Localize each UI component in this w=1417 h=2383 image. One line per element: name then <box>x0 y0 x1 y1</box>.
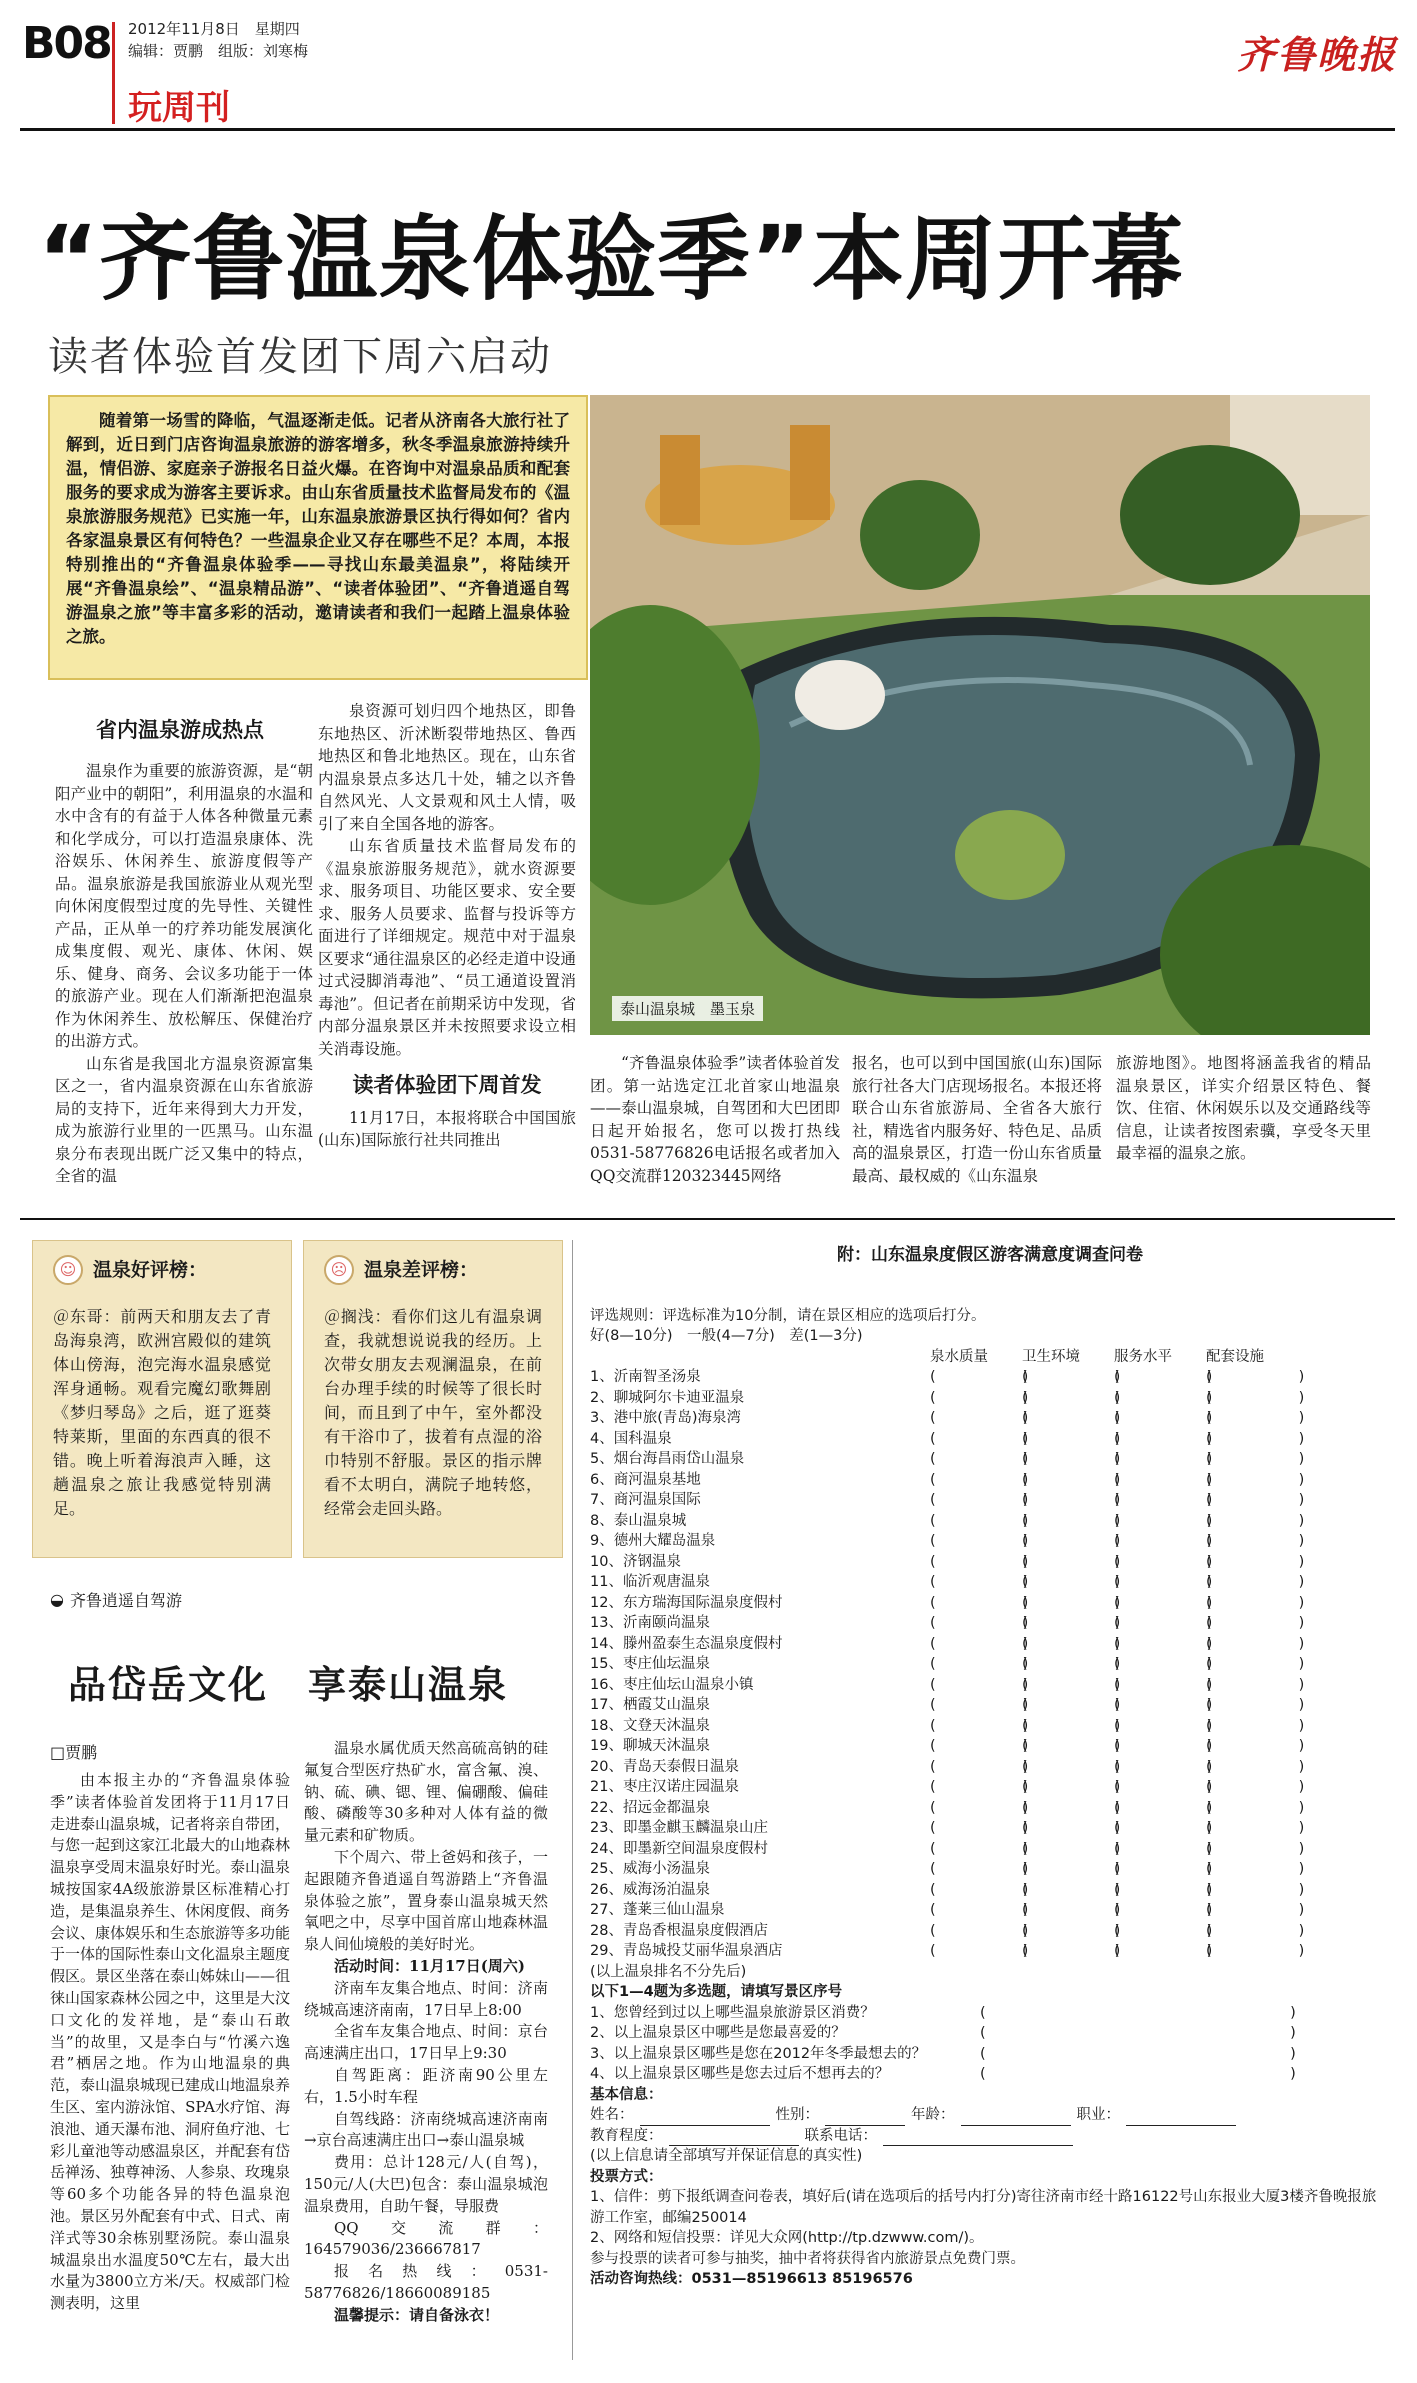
score-input[interactable]: ( ) <box>1114 1820 1213 1836</box>
survey-questions <box>590 2003 1390 2085</box>
survey-item-row <box>590 1716 1390 1737</box>
answer-input[interactable]: ( ) <box>980 2045 1296 2062</box>
survey-item-name: 12、东方瑞海国际温泉度假村 <box>590 1594 783 1611</box>
survey-question: 3、以上温泉景区哪些是您在2012年冬季最想去的？ <box>590 2045 927 2062</box>
survey-item-name: 10、济钢温泉 <box>590 1553 681 1570</box>
job-label: 职业： <box>1076 2107 1120 2123</box>
score-input[interactable]: ( ) <box>930 1738 1029 1754</box>
survey-item-row <box>590 1470 1390 1491</box>
survey-item-name: 25、威海小汤温泉 <box>590 1861 710 1877</box>
score-input[interactable]: ( ) <box>1206 1369 1305 1385</box>
survey-item-row <box>590 1777 1390 1798</box>
score-input[interactable]: ( ) <box>930 1553 1029 1570</box>
good-review-title: 温泉好评榜： <box>93 1259 208 1281</box>
survey-question-row <box>590 2023 1390 2044</box>
score-input[interactable]: ( ) <box>1206 1697 1305 1713</box>
score-input[interactable]: ( ) <box>1206 1471 1305 1488</box>
score-input[interactable]: ( ) <box>1022 1738 1121 1754</box>
survey-note: (以上温泉排名不分先后) <box>590 1963 747 1980</box>
score-input[interactable]: ( ) <box>1114 1881 1213 1898</box>
survey-item-row <box>590 1490 1390 1511</box>
survey-item-name: 11、临沂观唐温泉 <box>590 1574 710 1590</box>
score-input[interactable]: ( ) <box>1022 1861 1121 1877</box>
score-input[interactable]: ( ) <box>1206 1553 1305 1570</box>
score-input[interactable]: ( ) <box>1206 1615 1305 1631</box>
answer-input[interactable]: ( ) <box>980 2004 1296 2021</box>
drive-tip: 温馨提示：请自备泳衣！ <box>334 2305 500 2324</box>
survey-item-row <box>590 1429 1390 1450</box>
name-label: 姓名： <box>590 2107 634 2123</box>
survey-item-name: 26、威海汤泊温泉 <box>590 1881 710 1898</box>
tel-field[interactable] <box>883 2126 1073 2147</box>
survey-item-row <box>590 1634 1390 1655</box>
drive-fee: 费用：总计128元/人(自驾)，150元/人(大巴)包含：泰山温泉城泡温泉费用，自助午餐，导服费 <box>304 2153 548 2215</box>
score-input[interactable]: ( ) <box>1206 1512 1305 1529</box>
drive-route: 自驾线路：济南绕城高速济南南→京台高速满庄出口→泰山温泉城 <box>304 2109 548 2150</box>
score-input[interactable]: ( ) <box>930 1594 1029 1611</box>
survey-question-row <box>590 2044 1390 2065</box>
good-review-box <box>32 1240 292 1558</box>
survey-item-row <box>590 1449 1390 1470</box>
score-input[interactable]: ( ) <box>1206 1902 1305 1918</box>
score-input[interactable]: ( ) <box>1206 1451 1305 1467</box>
score-input[interactable]: ( ) <box>1022 1779 1121 1795</box>
gender-field[interactable] <box>825 2105 905 2126</box>
multi-title: 以下1—4题为多选题，请填写景区序号 <box>590 1984 843 2000</box>
score-input[interactable]: ( ) <box>1022 1799 1121 1816</box>
score-input[interactable]: ( ) <box>1114 1861 1213 1877</box>
score-input[interactable]: ( ) <box>1206 1656 1305 1672</box>
page-number: B08 <box>22 18 111 69</box>
photo-caption: 泰山温泉城 墨玉泉 <box>612 996 763 1021</box>
drive-headline: 品岱岳文化 享泰山温泉 <box>68 1663 509 1707</box>
score-input[interactable]: ( ) <box>1206 1943 1305 1959</box>
score-input[interactable]: ( ) <box>1206 1430 1305 1447</box>
score-input[interactable]: ( ) <box>1022 1492 1121 1508</box>
survey-grades: 好(8—10分) 一般(4—7分) 差(1—3分) <box>590 1328 863 1344</box>
article-paragraph: 山东省是我国北方温泉资源富集区之一，省内温泉资源在山东省旅游局的支持下，近年来得到大力开发，成为旅游行业里的一匹黑马。山东温泉分布表现出既广泛又集中的特点，全省的温 <box>55 1054 313 1185</box>
score-input[interactable]: ( ) <box>1022 1410 1121 1426</box>
survey-item-row <box>590 1613 1390 1634</box>
drive-paragraph: 下个周六、带上爸妈和孩子，一起跟随齐鲁逍遥自驾游踏上“齐鲁温泉体验之旅”，置身泰山温泉城天然氧吧之中，尽享中国首席山地森林温泉人间仙境般的美好时光。 <box>304 1847 548 1954</box>
survey-rule: 评选规则：评选标准为10分制，请在景区相应的选项后打分。 <box>590 1307 986 1324</box>
survey-question-row <box>590 2003 1390 2024</box>
vote-online: 2、网络和短信投票：详见大众网(http://tp.dzwww.com/)。 <box>590 2230 984 2246</box>
hot-spring-photo <box>590 395 1370 1035</box>
gender-label: 性别： <box>775 2107 819 2123</box>
score-input[interactable]: ( ) <box>1206 1389 1305 1406</box>
survey-item-name: 2、聊城阿尔卡迪亚温泉 <box>590 1389 745 1406</box>
score-input[interactable]: ( ) <box>1114 1553 1213 1570</box>
age-field[interactable] <box>961 2105 1071 2126</box>
survey-item-name: 24、即墨新空间温泉度假村 <box>590 1840 768 1857</box>
article-paragraph: 11月17日，本报将联合中国国旅(山东)国际旅行社共同推出 <box>318 1108 576 1149</box>
survey-item-name: 8、泰山温泉城 <box>590 1512 687 1529</box>
article-col-1 <box>55 760 313 1188</box>
score-input[interactable]: ( ) <box>1206 1574 1305 1590</box>
survey-item-row <box>590 1511 1390 1532</box>
survey-item-row <box>590 1736 1390 1757</box>
score-input[interactable]: ( ) <box>1022 1451 1121 1467</box>
edu-label: 教育程度： <box>590 2127 663 2144</box>
vote-title: 投票方式： <box>590 2168 663 2185</box>
good-review-text: ＠东哥：前两天和朋友去了青岛海泉湾，欧洲宫殿似的建筑体山傍海，泡完海水温泉感觉浑身通畅。观看完魔幻歌舞剧《梦归琴岛》之后，逛了逛葵特莱斯，里面的东西真的很不错。晚上听着海浪声入睡，这趟温泉之旅让我感觉特别满足。 <box>53 1307 271 1518</box>
hotline: 活动咨询热线：0531—85196613 85196576 <box>590 2271 913 2287</box>
article-paragraph: 温泉作为重要的旅游资源，是“朝阳产业中的朝阳”，利用温泉的水温和水中含有的有益于人体各种微量元素和化学成分，可以打造温泉康体、洗浴娱乐、休闲养生、旅游度假等产品。温泉旅游是我国旅游业从观光型向休闲度假型过度的先导性、关键性产品，正从单一的疗养功能发展演化成集度假、观光、康体、休闲、娱乐、健身、商务、会议多功能于一体的旅游产业。现在人们渐渐把泡温泉作为休闲养生、放松解压、保健治疗的出游方式。 <box>55 762 313 1050</box>
survey-item-row <box>590 1593 1390 1614</box>
survey-question-row <box>590 2064 1390 2085</box>
score-input[interactable]: ( ) <box>930 1861 1029 1877</box>
survey-item-name: 19、聊城天沐温泉 <box>590 1738 710 1754</box>
drive-qq: QQ交流群：164579036/236667817 <box>304 2218 548 2259</box>
score-input[interactable]: ( ) <box>930 1758 1029 1775</box>
name-field[interactable] <box>640 2105 770 2126</box>
basic-info-row-2 <box>590 2126 1390 2147</box>
vote-letter: 1、信件：剪下报纸调查问卷表，填好后(请在选项后的括号内打分)寄往济南市经十路16122号山东报业大厦3楼齐鲁晚报旅游工作室，邮编250014 <box>590 2189 1377 2226</box>
header-meta <box>128 18 308 62</box>
smile-icon: ☺ <box>53 1255 83 1285</box>
score-input[interactable]: ( ) <box>1114 1492 1213 1508</box>
score-input[interactable]: ( ) <box>1114 1430 1213 1447</box>
score-input[interactable]: ( ) <box>1114 1779 1213 1795</box>
score-input[interactable]: ( ) <box>1022 1697 1121 1713</box>
survey-item-name: 16、枣庄仙坛山温泉小镇 <box>590 1676 754 1693</box>
score-input[interactable]: ( ) <box>1022 1943 1121 1959</box>
col-facility: 配套设施 <box>1206 1348 1264 1365</box>
hot-spring-illustration <box>590 395 1370 1035</box>
tel-label: 联系电话： <box>804 2127 877 2144</box>
score-input[interactable]: ( ) <box>1022 1820 1121 1836</box>
drive-paragraph: 由本报主办的“齐鲁温泉体验季”读者体验首发团将于11月17日走进泰山温泉城，记者将亲自带团，与您一起到这家江北最大的山地森林温泉享受周末温泉好时光。泰山温泉城按国家4A级旅游景区标准精心打造，是集温泉养生、休闲度假、商务会议、康体娱乐和生态旅游等多功能于一体的国际性泰山文化温泉主题度假区。景区坐落在泰山姊妹山——徂徕山国家森林公园之中，这里是大汶口文化的发祥地，是“泰山石敢当”的故里，又是李白与“竹溪六逸君”栖居之地。作为山地温泉的典范，泰山温泉城现已建成山地温泉养生区、室内游泳馆、SPA水疗馆、海浪池、通天瀑布池、洞府鱼疗池、七彩儿童池等动感温泉区，并配套有岱岳禅汤、独尊神汤、人参泉、玫瑰泉等60多个功能各异的特色温泉泡池。景区另外配套有中式、日式、南洋式等30余栋别墅汤院。泰山温泉城温泉出水温度50℃左右，最大出水量为3800立方米/天。权威部门检测表明，这里 <box>50 1771 291 2313</box>
score-input[interactable]: ( ) <box>1206 1840 1305 1857</box>
score-input[interactable]: ( ) <box>1022 1553 1121 1570</box>
score-input[interactable]: ( ) <box>1114 1943 1213 1959</box>
survey-item-name: 20、青岛天泰假日温泉 <box>590 1758 739 1775</box>
score-input[interactable]: ( ) <box>1206 1779 1305 1795</box>
survey-item-row <box>590 1388 1390 1409</box>
survey-item-name: 6、商河温泉基地 <box>590 1471 701 1488</box>
survey-item-row <box>590 1757 1390 1778</box>
article-paragraph: 山东省质量技术监督局发布的《温泉旅游服务规范》，就水资源要求、服务项目、功能区要求、安全要求、服务人员要求、监督与投诉等方面进行了详细规定。规范中对于温泉区要求“通往温泉区的必经走道中设通过式浸脚消毒池”、“员工通道设置消毒池”。但记者在前期采访中发现，省内部分温泉景区并未按照要求设立相关消毒设施。 <box>318 837 576 1058</box>
score-input[interactable]: ( ) <box>1022 1758 1121 1775</box>
vote-prize: 参与投票的读者可参与抽奖，抽中者将获得省内旅游景点免费门票。 <box>590 2250 1025 2267</box>
score-input[interactable]: ( ) <box>930 1779 1029 1795</box>
score-input[interactable]: ( ) <box>1022 1840 1121 1857</box>
survey-question: 4、以上温泉景区哪些是您去过后不想再去的？ <box>590 2066 890 2082</box>
survey-item-name: 1、沂南智圣汤泉 <box>590 1369 701 1385</box>
survey-item-name: 14、滕州盈泰生态温泉度假村 <box>590 1635 783 1652</box>
answer-input[interactable]: ( ) <box>980 2066 1296 2082</box>
drive-tag-text: 齐鲁逍遥自驾游 <box>69 1591 182 1610</box>
survey-question: 2、以上温泉景区中哪些是您最喜爱的？ <box>590 2025 846 2041</box>
score-input[interactable]: ( ) <box>930 1615 1029 1631</box>
score-input[interactable]: ( ) <box>1206 1635 1305 1652</box>
survey-item-row <box>590 1695 1390 1716</box>
score-input[interactable]: ( ) <box>930 1512 1029 1529</box>
score-input[interactable]: ( ) <box>930 1410 1029 1426</box>
score-input[interactable]: ( ) <box>930 1820 1029 1836</box>
headline: “齐鲁温泉体验季”本周开幕 <box>38 206 1184 313</box>
header-editors: 编辑：贾鹏 组版：刘寒梅 <box>128 42 309 60</box>
score-input[interactable]: ( ) <box>930 1369 1029 1385</box>
score-input[interactable]: ( ) <box>1206 1881 1305 1898</box>
score-input[interactable]: ( ) <box>1114 1697 1213 1713</box>
score-input[interactable]: ( ) <box>1206 1410 1305 1426</box>
survey-item-name: 17、栖霞艾山温泉 <box>590 1697 710 1713</box>
score-input[interactable]: ( ) <box>930 1922 1029 1939</box>
score-input[interactable]: ( ) <box>1206 1492 1305 1508</box>
score-input[interactable]: ( ) <box>1022 1717 1121 1734</box>
score-input[interactable]: ( ) <box>930 1902 1029 1918</box>
score-input[interactable]: ( ) <box>1206 1861 1305 1877</box>
basic-info-title: 基本信息： <box>590 2086 663 2103</box>
drive-paragraph: 温泉水属优质天然高硫高钠的硅氟复合型医疗热矿水，富含氟、溴、钠、硫、碘、锶、锂、偏硼酸、偏硅酸、磷酸等30多种对人体有益的微量元素和矿物质。 <box>304 1739 548 1845</box>
survey-item-row <box>590 1921 1390 1942</box>
survey-title: 附：山东温泉度假区游客满意度调查问卷 <box>837 1245 1143 1265</box>
survey-item-row <box>590 1531 1390 1552</box>
bad-review-text: ＠搁浅：看你们这儿有温泉调查，我就想说说我的经历。上次带女朋友去观澜温泉，在前台办理手续的时候等了很长时间，而且到了中午，室外都没有干浴巾了，拔着有点湿的浴巾特别不舒服。景区的指示牌看不太明白，满院子地转悠，经常会走回头路。 <box>324 1307 542 1518</box>
score-input[interactable]: ( ) <box>1114 1922 1213 1939</box>
score-input[interactable]: ( ) <box>930 1451 1029 1467</box>
drive-tag <box>50 1588 182 1611</box>
score-input[interactable]: ( ) <box>930 1533 1029 1549</box>
drive-meet-province: 全省车友集合地点、时间：京台高速满庄出口，17日早上9:30 <box>304 2022 548 2063</box>
score-input[interactable]: ( ) <box>1114 1574 1213 1590</box>
col-hygiene: 卫生环境 <box>1022 1348 1080 1365</box>
score-input[interactable]: ( ) <box>930 1717 1029 1734</box>
article-col-5 <box>1116 1052 1371 1165</box>
score-input[interactable]: ( ) <box>930 1840 1029 1857</box>
drive-meet-jinan: 济南车友集合地点、时间：济南绕城高速济南南，17日早上8:00 <box>304 1978 548 2019</box>
score-input[interactable]: ( ) <box>1022 1656 1121 1672</box>
survey-item-name: 28、青岛香根温泉度假酒店 <box>590 1922 768 1939</box>
survey-item-name: 29、青岛城投艾丽华温泉酒店 <box>590 1943 783 1959</box>
score-input[interactable]: ( ) <box>930 1943 1029 1959</box>
survey-item-name: 9、德州大耀岛温泉 <box>590 1533 716 1549</box>
survey-item-row <box>590 1818 1390 1839</box>
answer-input[interactable]: ( ) <box>980 2025 1296 2041</box>
score-input[interactable]: ( ) <box>1206 1717 1305 1734</box>
score-input[interactable]: ( ) <box>1114 1410 1213 1426</box>
frown-icon: ☹ <box>324 1255 354 1285</box>
subhead-hot-topic: 省内温泉游成热点 <box>96 718 264 742</box>
drive-time: 活动时间：11月17日(周六) <box>334 1956 525 1975</box>
survey-item-name: 5、烟台海昌雨岱山温泉 <box>590 1451 745 1467</box>
article-col-4 <box>852 1052 1102 1187</box>
article-paragraph: 旅游地图》。地图将涵盖我省的精品温泉景区，详实介绍景区特色、餐饮、住宿、休闲娱乐以及交通路线等信息，让读者按图索骥，享受冬天里最幸福的温泉之旅。 <box>1116 1054 1371 1162</box>
score-input[interactable]: ( ) <box>1022 1430 1121 1447</box>
score-input[interactable]: ( ) <box>1114 1635 1213 1652</box>
score-input[interactable]: ( ) <box>1022 1471 1121 1488</box>
score-input[interactable]: ( ) <box>1114 1717 1213 1734</box>
survey-item-row <box>590 1859 1390 1880</box>
survey-item-name: 22、招远金都温泉 <box>590 1799 710 1816</box>
survey-item-name: 18、文登天沐温泉 <box>590 1717 710 1734</box>
survey-item-name: 7、商河温泉国际 <box>590 1492 701 1508</box>
car-icon: ◒ <box>50 1590 64 1609</box>
article-paragraph: 泉资源可划归四个地热区，即鲁东地热区、沂沭断裂带地热区、鲁西地热区和鲁北地热区。现在，山东省内温泉景点多达几十处，辅之以齐鲁自然风光、人文景观和风土人情，吸引了来自全国各地的游客。 <box>318 702 576 833</box>
edu-field[interactable] <box>669 2126 799 2147</box>
section-rule <box>20 1218 1395 1220</box>
drive-distance: 自驾距离：距济南90公里左右，1.5小时车程 <box>304 2065 548 2106</box>
survey-item-name: 21、枣庄汉诺庄园温泉 <box>590 1779 739 1795</box>
drive-author: □贾鹏 <box>50 1743 98 1762</box>
article-col-2 <box>318 700 576 1152</box>
survey-rows <box>590 1367 1390 1962</box>
score-input[interactable]: ( ) <box>1206 1758 1305 1775</box>
score-input[interactable]: ( ) <box>1114 1902 1213 1918</box>
score-input[interactable]: ( ) <box>1022 1574 1121 1590</box>
survey-item-row <box>590 1675 1390 1696</box>
survey-item-row <box>590 1880 1390 1901</box>
score-input[interactable]: ( ) <box>1206 1533 1305 1549</box>
score-input[interactable]: ( ) <box>1114 1676 1213 1693</box>
drive-col-1 <box>50 1770 290 2315</box>
drive-phone: 报名热线：0531-58776826/18660089185 <box>304 2262 548 2302</box>
col-water: 泉水质量 <box>930 1348 988 1365</box>
subhead-reader-group: 读者体验团下周首发 <box>352 1073 542 1097</box>
score-input[interactable]: ( ) <box>1114 1758 1213 1775</box>
score-input[interactable]: ( ) <box>1114 1533 1213 1549</box>
survey-divider <box>572 1240 573 2360</box>
score-input[interactable]: ( ) <box>1022 1615 1121 1631</box>
score-input[interactable]: ( ) <box>1114 1738 1213 1754</box>
score-input[interactable]: ( ) <box>1206 1738 1305 1754</box>
survey-item-name: 3、港中旅(青岛)海泉湾 <box>590 1410 742 1426</box>
survey-col-headers <box>590 1347 1390 1368</box>
score-input[interactable]: ( ) <box>930 1676 1029 1693</box>
score-input[interactable]: ( ) <box>1022 1533 1121 1549</box>
section-title: 玩周刊 <box>128 88 230 128</box>
job-field[interactable] <box>1126 2105 1236 2126</box>
survey-item-name: 27、蓬莱三仙山温泉 <box>590 1902 725 1918</box>
score-input[interactable]: ( ) <box>1022 1594 1121 1611</box>
score-input[interactable]: ( ) <box>1022 1635 1121 1652</box>
score-input[interactable]: ( ) <box>1022 1389 1121 1406</box>
score-input[interactable]: ( ) <box>930 1430 1029 1447</box>
score-input[interactable]: ( ) <box>930 1799 1029 1816</box>
score-input[interactable]: ( ) <box>1022 1512 1121 1529</box>
header-rule <box>20 128 1395 131</box>
score-input[interactable]: ( ) <box>1206 1676 1305 1693</box>
survey-question: 1、您曾经到过以上哪些温泉旅游景区消费？ <box>590 2004 875 2021</box>
survey-item-row <box>590 1572 1390 1593</box>
survey-item-name: 13、沂南颐尚温泉 <box>590 1615 710 1631</box>
score-input[interactable]: ( ) <box>930 1697 1029 1713</box>
score-input[interactable]: ( ) <box>1114 1799 1213 1816</box>
score-input[interactable]: ( ) <box>1114 1451 1213 1467</box>
col-service: 服务水平 <box>1114 1348 1172 1365</box>
score-input[interactable]: ( ) <box>930 1492 1029 1508</box>
survey-item-row <box>590 1900 1390 1921</box>
survey-item-row <box>590 1798 1390 1819</box>
bad-review-title: 温泉差评榜： <box>364 1259 479 1281</box>
score-input[interactable]: ( ) <box>1206 1820 1305 1836</box>
score-input[interactable]: ( ) <box>1114 1389 1213 1406</box>
score-input[interactable]: ( ) <box>1114 1615 1213 1631</box>
article-paragraph: “齐鲁温泉体验季”读者体验首发团。第一站选定江北首家山地温泉——泰山温泉城，自驾团和大巴团即日起开始报名，您可以拨打热线0531-58776826电话报名或者加入QQ交流群120323445网络 <box>590 1054 840 1185</box>
survey-item-name: 4、国科温泉 <box>590 1430 672 1447</box>
subheadline: 读者体验首发团下周六启动 <box>48 334 552 380</box>
header-divider <box>112 22 115 124</box>
survey <box>590 1245 1390 2290</box>
header-date: 2012年11月8日 星期四 <box>128 20 300 38</box>
survey-item-row <box>590 1408 1390 1429</box>
score-input[interactable]: ( ) <box>1114 1594 1213 1611</box>
score-input[interactable]: ( ) <box>1114 1656 1213 1672</box>
newspaper-logo: 齐鲁晚报 <box>1236 32 1397 77</box>
drive-col-2 <box>304 1738 548 2327</box>
survey-item-row <box>590 1941 1390 1962</box>
intro-box: 随着第一场雪的降临，气温逐渐走低。记者从济南各大旅行社了解到，近日到门店咨询温泉旅游的游客增多，秋冬季温泉旅游持续升温，情侣游、家庭亲子游报名日益火爆。在咨询中对温泉品质和配套服务的要求成为游客主要诉求。由山东省质量技术监督局发布的《温泉旅游服务规范》已实施一年，山东温泉旅游景区执行得如何？省内各家温泉景区有何特色？一些温泉企业又存在哪些不足？本周，本报特别推出的“齐鲁温泉体验季——寻找山东最美温泉”，将陆续开展“齐鲁温泉绘”、“温泉精品游”、“读者体验团”、“齐鲁逍遥自驾游温泉之旅”等丰富多彩的活动，邀请读者和我们一起踏上温泉体验之旅。 <box>48 395 588 680</box>
basic-info-row-1 <box>590 2105 1390 2126</box>
score-input[interactable]: ( ) <box>930 1471 1029 1488</box>
score-input[interactable]: ( ) <box>1206 1922 1305 1939</box>
score-input[interactable]: ( ) <box>1022 1922 1121 1939</box>
score-input[interactable]: ( ) <box>1022 1676 1121 1693</box>
score-input[interactable]: ( ) <box>930 1881 1029 1898</box>
score-input[interactable]: ( ) <box>1114 1512 1213 1529</box>
survey-item-row <box>590 1839 1390 1860</box>
survey-item-row <box>590 1367 1390 1388</box>
score-input[interactable]: ( ) <box>1206 1594 1305 1611</box>
age-label: 年龄： <box>911 2107 955 2123</box>
score-input[interactable]: ( ) <box>930 1635 1029 1652</box>
article-col-3 <box>590 1052 840 1187</box>
survey-item-name: 15、枣庄仙坛温泉 <box>590 1656 710 1672</box>
survey-item-name: 23、即墨金麒玉麟温泉山庄 <box>590 1820 768 1836</box>
survey-item-row <box>590 1552 1390 1573</box>
score-input[interactable]: ( ) <box>1206 1799 1305 1816</box>
score-input[interactable]: ( ) <box>930 1656 1029 1672</box>
bad-review-box <box>303 1240 563 1558</box>
article-paragraph: 报名，也可以到中国国旅(山东)国际旅行社各大门店现场报名。本报还将联合山东省旅游局、全省各大旅行社，精选省内服务好、特色足、品质高的温泉景区，打造一份山东省质量最高、最权威的《山东温泉 <box>852 1054 1102 1185</box>
promise-note: (以上信息请全部填写并保证信息的真实性) <box>590 2148 863 2164</box>
score-input[interactable]: ( ) <box>1114 1840 1213 1857</box>
score-input[interactable]: ( ) <box>930 1574 1029 1590</box>
survey-item-row <box>590 1654 1390 1675</box>
score-input[interactable]: ( ) <box>1114 1369 1213 1385</box>
score-input[interactable]: ( ) <box>1022 1902 1121 1918</box>
score-input[interactable]: ( ) <box>1022 1369 1121 1385</box>
score-input[interactable]: ( ) <box>1022 1881 1121 1898</box>
score-input[interactable]: ( ) <box>1114 1471 1213 1488</box>
score-input[interactable]: ( ) <box>930 1389 1029 1406</box>
